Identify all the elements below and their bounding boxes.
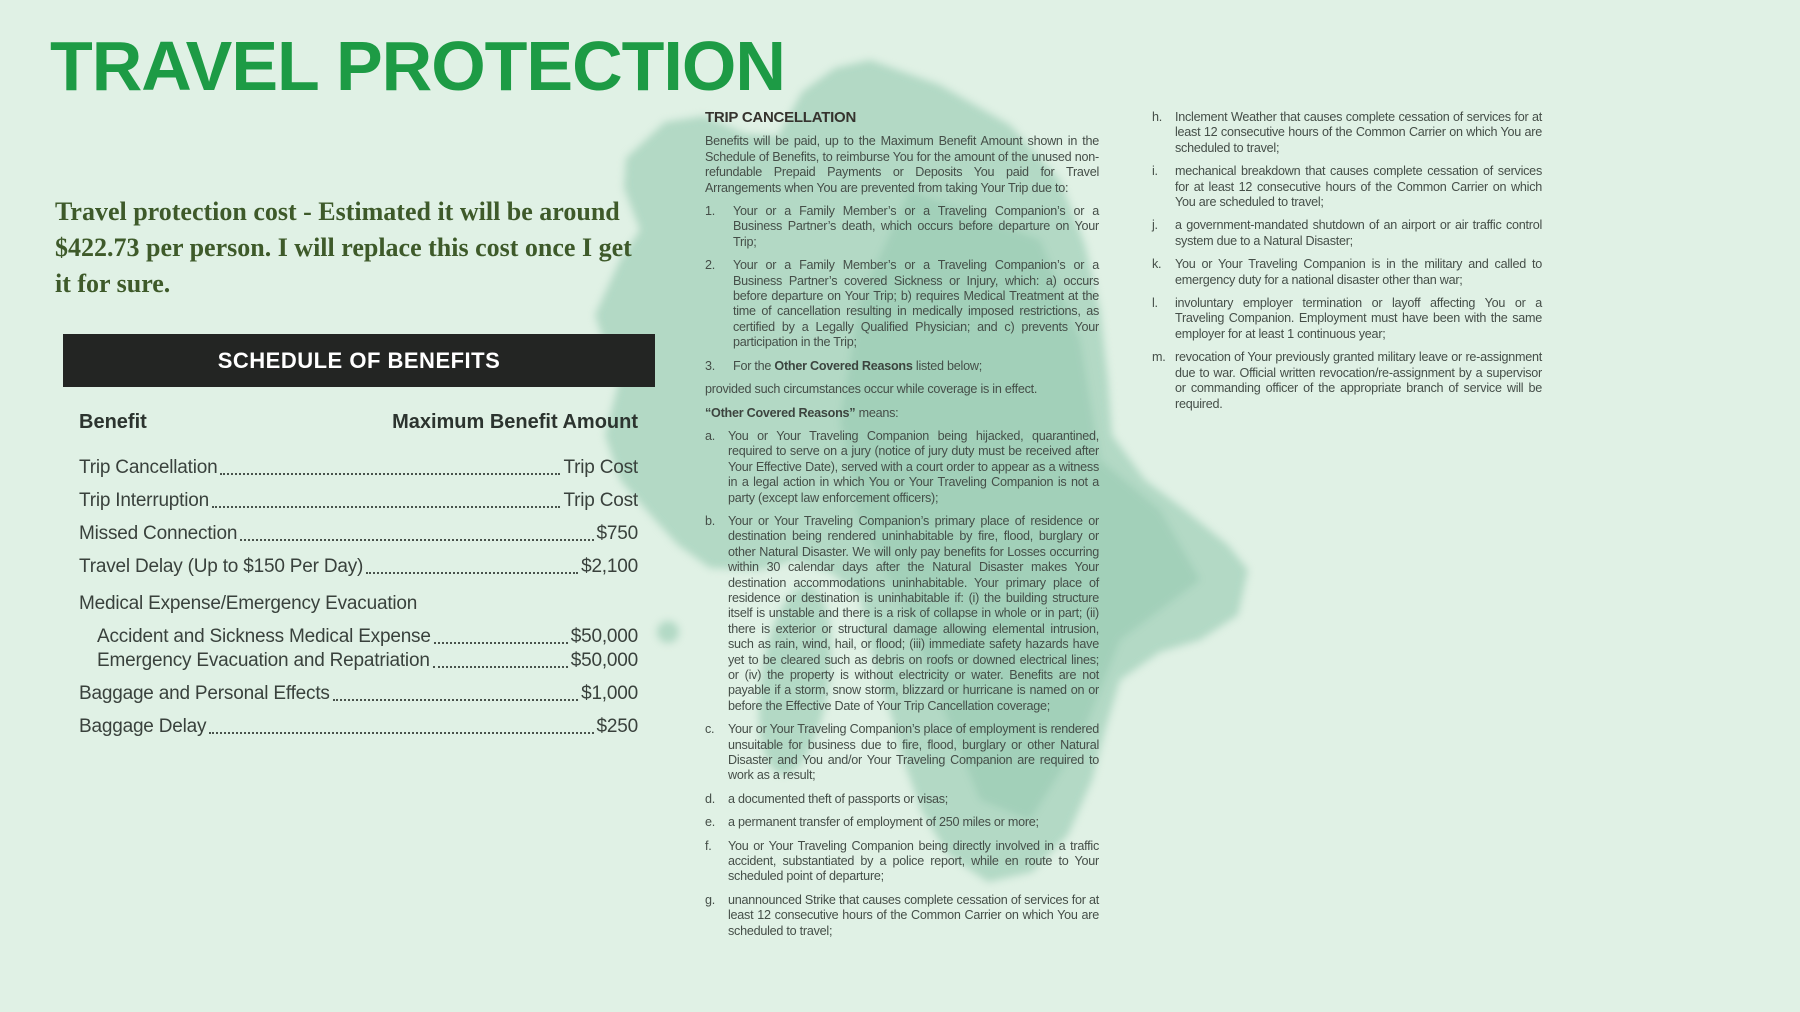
covered-reason-item	[1152, 257, 1542, 288]
list-marker: 1.	[705, 204, 716, 219]
list-text: Your or Your Traveling Companion’s primary place of residence or destination being rendered uninhabitable by fire, flood, burglary or other Natural Disaster. We will only pay benefits for Losses occurring within 30 calendar days after the Natural Disaster makes Your destination accommodations uninhabitable. Your primary place of residence or destination is uninhabitable if: (i) the building structure itself is unstable and there is a risk of collapse in whole or in part; (ii) there is exterior or structural damage allowing elemental intrusion, such as rain, wind, hail, or flood; (iii) immediate safety hazards have yet to be cleared such as debris on roofs or downed electrical lines; or (iv) the property is without electricity or water. Benefits are not payable if a storm, snow storm, blizzard or hurricane is named on or before the Effective Date of Your Trip Cancellation coverage;	[728, 513, 1099, 713]
list-text: involuntary employer termination or layoff affecting You or a Traveling Companion. Employment must have been with the same employer for at least 1 continuous year;	[1175, 296, 1542, 341]
column-benefit: Benefit	[79, 411, 147, 433]
covered-reason-item	[705, 792, 1099, 807]
covered-reason-item	[705, 722, 1099, 784]
column-amount: Maximum Benefit Amount	[392, 411, 638, 433]
list-marker: 3.	[705, 358, 716, 373]
table-row	[79, 489, 638, 513]
benefit-label: Travel Delay (Up to $150 Per Day)	[79, 556, 364, 577]
list-text: Inclement Weather that causes complete cessation of services for at least 12 consecutive hours of the Common Carrier on which You are scheduled to travel;	[1175, 110, 1542, 155]
benefit-rows	[63, 456, 655, 739]
list-marker: l.	[1152, 296, 1158, 311]
benefit-label: Emergency Evacuation and Repatriation	[97, 650, 430, 671]
list-marker: h.	[1152, 110, 1163, 124]
schedule-header-bar	[63, 334, 655, 387]
dot-leader	[333, 699, 578, 701]
benefit-amount: $750	[596, 523, 638, 544]
list-text: revocation of Your previously granted military leave or re-assignment due to war. Official written revocation/re-assignment by a supervisor or commanding officer of the appropriate branch of service will be required.	[1175, 350, 1542, 411]
means-text: “Other Covered Reasons” means:	[705, 405, 899, 420]
covered-reason-item	[1152, 296, 1542, 342]
list-marker: d.	[705, 791, 716, 806]
section-heading: TRIP CANCELLATION	[705, 109, 857, 126]
covered-reason-item	[705, 839, 1099, 885]
covered-reason-item	[705, 514, 1099, 714]
covered-reason-item	[1152, 218, 1542, 249]
table-header-row	[63, 411, 655, 434]
list-text: mechanical breakdown that causes complete cessation of services for at least 12 consecutive hours of the Common Carrier on which You are scheduled to travel;	[1175, 164, 1542, 210]
list-text: a government-mandated shutdown of an airport or air traffic control system due to a Natural Disaster;	[1175, 218, 1542, 248]
numbered-reason	[705, 258, 1099, 350]
table-row	[79, 625, 638, 649]
list-text: unannounced Strike that causes complete cessation of services for at least 12 consecutive hours of the Common Carrier on which You are scheduled to travel;	[728, 892, 1099, 938]
list-marker: k.	[1152, 257, 1162, 272]
benefit-amount: Trip Cost	[563, 457, 638, 478]
list-marker: e.	[705, 815, 716, 830]
numbered-reason	[705, 359, 1099, 374]
list-text: You or Your Traveling Companion being hijacked, quarantined, required to serve on a jury (notice of jury duty must be received after Your Effective Date), served with a court order to appear as a witness in a legal action in which You or Your Traveling Companion is not a party (except law enforcement officers);	[728, 428, 1099, 505]
benefit-label: Medical Expense/Emergency Evacuation	[79, 593, 418, 614]
trip-cancellation-column	[705, 110, 1099, 947]
dot-leader	[209, 732, 593, 734]
dot-leader	[220, 473, 560, 475]
list-text: You or Your Traveling Companion being directly involved in a traffic accident, substantiated by a police report, while en route to Your scheduled point of departure;	[728, 838, 1099, 884]
benefit-label: Baggage Delay	[79, 716, 207, 737]
table-row	[79, 682, 638, 706]
schedule-of-benefits	[63, 334, 655, 739]
list-marker: b.	[705, 513, 716, 528]
list-marker: g.	[705, 892, 716, 907]
list-marker: f.	[705, 838, 712, 853]
list-text: a permanent transfer of employment of 250 miles or more;	[728, 815, 1039, 830]
benefit-amount: Trip Cost	[563, 490, 638, 511]
table-row	[79, 522, 638, 546]
table-row	[79, 456, 638, 480]
list-marker: 2.	[705, 258, 716, 273]
table-row-group-header	[79, 592, 638, 616]
dot-leader	[433, 666, 568, 668]
table-row	[79, 715, 638, 739]
list-marker: c.	[705, 722, 715, 737]
proviso-text: provided such circumstances occur while coverage is in effect.	[705, 382, 1038, 397]
benefit-label: Accident and Sickness Medical Expense	[97, 626, 431, 647]
benefit-amount: $50,000	[570, 650, 638, 671]
covered-reason-item	[1152, 164, 1542, 210]
benefit-label: Trip Cancellation	[79, 457, 218, 478]
covered-reason-item	[1152, 110, 1542, 156]
list-text: Your or Your Traveling Companion’s place of employment is rendered unsuitable for business due to fire, flood, burglary or other Natural Disaster and You and/or Your Traveling Companion are required to work as a result;	[728, 722, 1099, 783]
covered-reason-item	[705, 893, 1099, 939]
benefit-label: Missed Connection	[79, 523, 238, 544]
schedule-header-label: SCHEDULE OF BENEFITS	[217, 347, 501, 373]
dot-leader	[240, 539, 593, 541]
list-marker: i.	[1152, 164, 1158, 179]
dot-leader	[366, 572, 578, 574]
list-text: Your or a Family Member’s or a Traveling Companion’s or a Business Partner’s covered Sickness or Injury, which: a) occurs before departure on Your Trip; b) requires Medical Treatment at the time of cancellation resulting in medically imposed restrictions, as certified by a Legally Qualified Physician; and c) prevents Your participation in the Trip;	[733, 258, 1099, 350]
benefit-amount: $2,100	[581, 556, 638, 577]
benefit-label: Baggage and Personal Effects	[79, 683, 330, 704]
covered-reason-item	[705, 815, 1099, 830]
dot-leader	[434, 642, 568, 644]
list-text: Your or a Family Member’s or a Traveling Companion’s or a Business Partner’s death, which occurs before departure on Your Trip;	[733, 204, 1099, 249]
list-text: For the Other Covered Reasons listed below;	[733, 358, 982, 373]
list-marker: j.	[1152, 218, 1158, 233]
list-marker: a.	[705, 428, 716, 443]
table-row	[79, 649, 638, 673]
numbered-reason	[705, 204, 1099, 250]
list-text: a documented theft of passports or visas;	[728, 791, 949, 806]
covered-reasons-right-column	[1152, 110, 1542, 420]
benefit-amount: $1,000	[581, 683, 638, 704]
benefit-amount: $250	[596, 716, 638, 737]
intro-paragraph: Benefits will be paid, up to the Maximum Benefit Amount shown in the Schedule of Benefits, to reimburse You for the amount of the unused non-refundable Prepaid Payments or Deposits You paid for Travel Arrangements when You are prevented from taking Your Trip due to:	[705, 134, 1099, 195]
list-text: You or Your Traveling Companion is in the military and called to emergency duty for a national disaster other than war;	[1175, 257, 1542, 287]
page-title: TRAVEL PROTECTION	[50, 27, 785, 105]
table-row	[79, 555, 638, 579]
covered-reason-item	[705, 429, 1099, 506]
benefit-amount: $50,000	[570, 626, 638, 647]
list-marker: m.	[1152, 350, 1166, 365]
cost-note: Travel protection cost - Estimated it will be around $422.73 per person. I will replace this cost once I get it for sure.	[55, 197, 632, 298]
covered-reason-item	[1152, 350, 1542, 412]
benefit-label: Trip Interruption	[79, 490, 210, 511]
dot-leader	[212, 506, 560, 508]
